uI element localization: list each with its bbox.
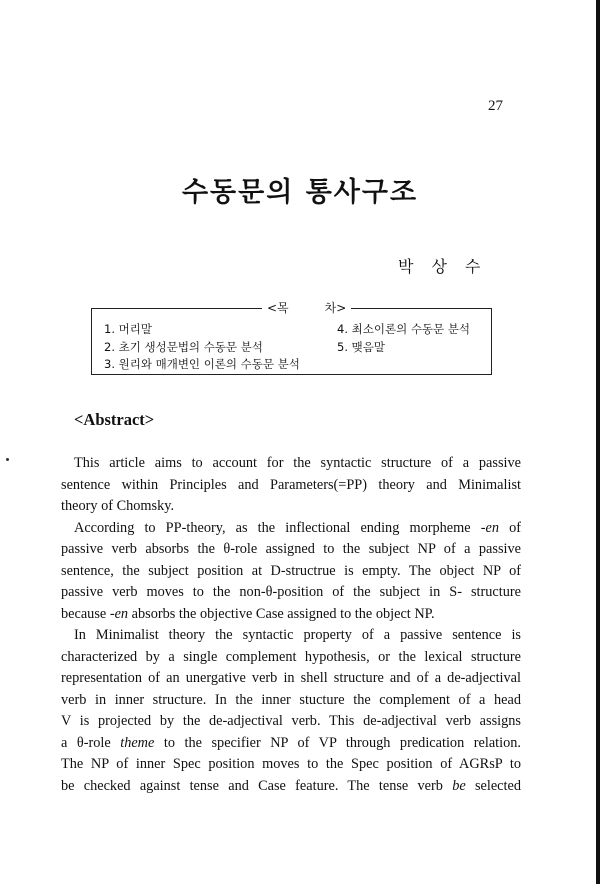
text-line: verb in inner structure. In the inner stucture the complement of a head <box>61 691 521 708</box>
text-line: theory of Chomsky. <box>61 498 175 514</box>
toc-item: 2. 초기 생성문법의 수동문 분석 <box>104 340 263 354</box>
italic-term: be <box>452 777 466 794</box>
toc-item: 1. 머리말 <box>104 322 152 336</box>
text-line: passive verb moves to the non-θ-position of the subject in S- structure <box>61 584 521 600</box>
text-line: representation of an unergative verb in shell structure and of a de-adjectival <box>61 670 521 686</box>
italic-term: theme <box>120 734 155 751</box>
toc-heading-right: 차> <box>324 301 347 315</box>
text-line: passive verb absorbs the θ-role assigned to the subject NP of a passive <box>61 541 521 557</box>
toc-heading-left: <목 <box>267 301 289 315</box>
toc-item: 4. 최소이론의 수동문 분석 <box>337 322 471 336</box>
toc-item: 5. 맺음말 <box>337 340 385 354</box>
toc-heading <box>262 299 351 316</box>
scan-edge <box>596 0 600 884</box>
table-of-contents <box>91 301 492 375</box>
italic-term: -en <box>109 605 129 622</box>
text-line: This article aims to account for the syntactic structure of a passive <box>74 455 521 471</box>
abstract-body <box>61 453 521 797</box>
text-line: characterized by a single complement hypothesis, or the lexical structure <box>61 648 521 665</box>
text-line: In Minimalist theory the syntactic property of a passive sentence is <box>74 627 521 643</box>
text-line: According to PP-theory, as the inflectional ending morpheme -en of <box>74 519 522 536</box>
page-number: 27 <box>488 98 503 114</box>
text-line: a θ-role theme to the specifier NP of VP through predication relation. <box>61 734 521 751</box>
scan-speck <box>6 458 9 461</box>
text-line: sentence within Principles and Parameters(=PP) theory and Minimalist <box>61 476 521 493</box>
text-line: The NP of inner Spec position moves to the Spec position of AGRsP to <box>61 756 521 772</box>
abstract-heading: <Abstract> <box>74 410 155 429</box>
article-title: 수동문의 통사구조 <box>181 177 419 208</box>
text-line: V is projected by the de-adjectival verb. This de-adjectival verb assigns <box>61 713 521 729</box>
author-name: 박상수 <box>398 257 499 276</box>
text-line: because -en absorbs the objective Case assigned to the object NP. <box>61 605 435 622</box>
toc-item: 3. 원리와 매개변인 이론의 수동문 분석 <box>104 357 300 371</box>
text-line: sentence, the subject position at D-structrue is empty. The object NP of <box>61 562 521 579</box>
italic-term: -en <box>480 519 499 536</box>
text-line: be checked against tense and Case feature. The tense verb be selected <box>61 777 521 794</box>
